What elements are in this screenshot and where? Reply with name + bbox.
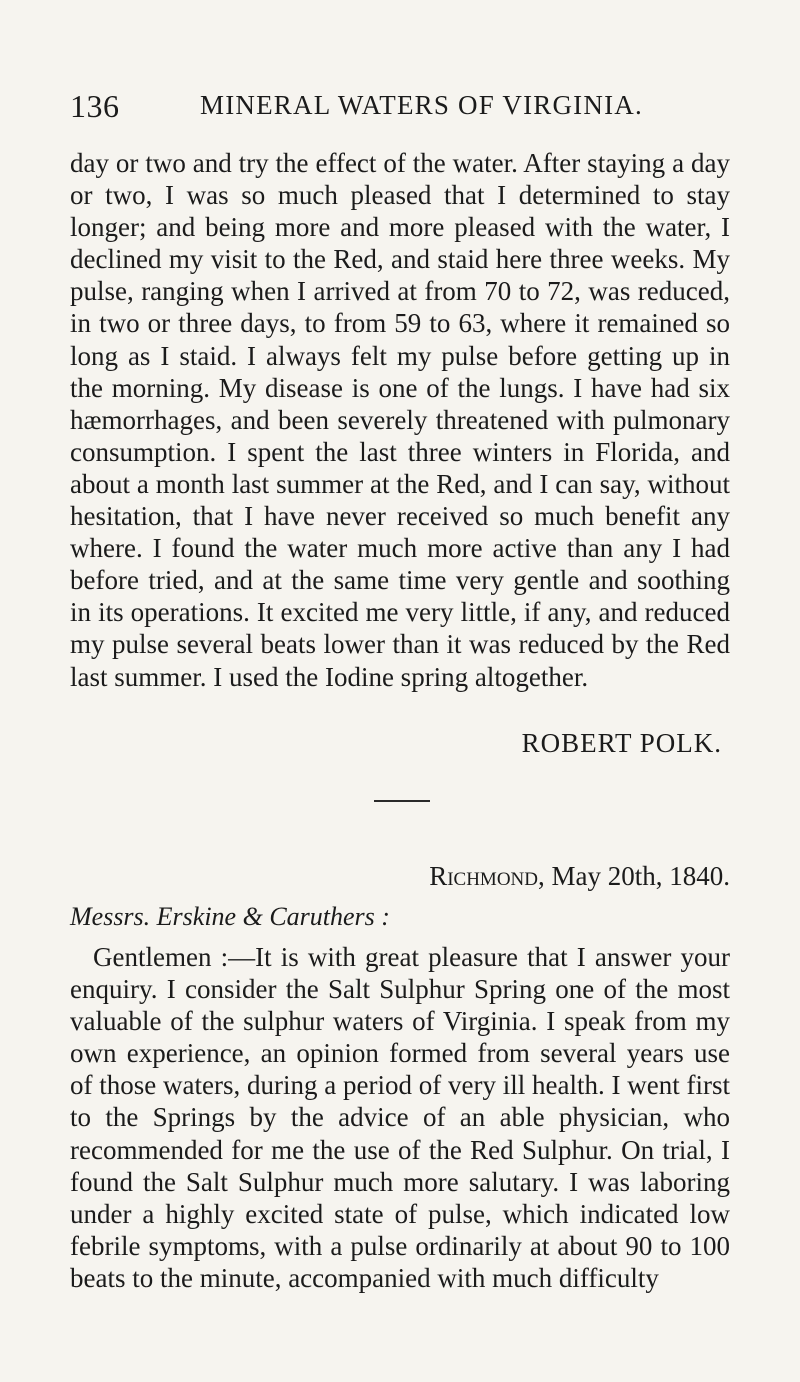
- page-number: 136: [70, 88, 120, 124]
- letter-two-paragraph: Gentlemen :—It is with great pleasure that I answer your enquiry. I consider the Salt Sulphur Spring one of the most valuable of the sulphur waters of Virginia. I speak from my own experience, an opinion formed from several years use of those waters, during a period of very ill health. I went first to the Springs by the advice of an able physician, who recommended for me the use of the Red Sulphur. On trial, I found the Salt Sulphur much more salutary. I was laboring under a highly excited state of pulse, which indicated low febrile symptoms, with a pulse ordinarily at about 90 to 100 beats to the minute, accompanied with much difficulty: [70, 942, 730, 1293]
- running-title: MINERAL WATERS OF VIRGINIA.: [200, 90, 643, 120]
- salutation: Messrs. Erskine & Caruthers :: [70, 902, 390, 931]
- dateline: [0, 861, 730, 892]
- letter-two-body: [70, 941, 730, 1294]
- letter-one-body: [70, 147, 730, 693]
- running-head: [70, 88, 730, 128]
- dateline-place: Richmond: [429, 861, 538, 891]
- signature: ROBERT POLK.: [521, 728, 722, 758]
- letter-one-paragraph: day or two and try the effect of the water. After staying a day or two, I was so much pleased that I determined to stay longer; and being more and more pleased with the water, I declined my visit to the Red, and staid here three weeks. My pulse, ranging when I arrived at from 70 to 72, was reduced, in two or three days, to from 59 to 63, where it remained so long as I staid. I always felt my pulse before getting up in the morning. My disease is one of the lungs. I have had six hæmorrhages, and been severely threatened with pulmonary consumption. I spent the last three winters in Florida, and about a month last summer at the Red, and I can say, without hesitation, that I have never received so much benefit any where. I found the water much more active than any I had before tried, and at the same time very gentle and soothing in its operations. It excited me very little, if any, and reduced my pulse several beats lower than it was reduced by the Red last summer. I used the Iodine spring altogether.: [70, 148, 730, 692]
- dateline-date: , May 20th, 1840.: [538, 861, 730, 891]
- section-divider: [374, 800, 430, 802]
